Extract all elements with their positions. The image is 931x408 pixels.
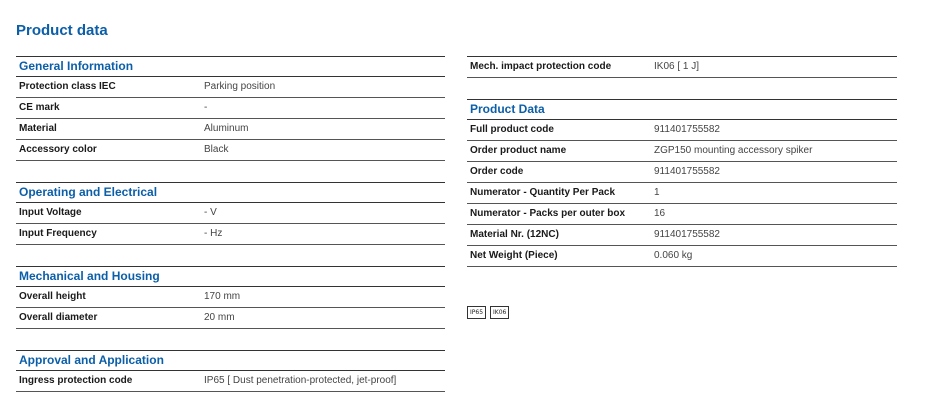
table-row [467,162,897,183]
ik06-badge-icon: IK06 [490,306,509,319]
row-value: - [204,102,208,113]
table-row [16,119,445,140]
section-mechanical-housing [16,266,445,329]
row-value: 0.060 kg [654,250,693,261]
row-label: Mech. impact protection code [470,61,612,72]
table-row [16,203,445,224]
table-row [16,287,445,308]
section-heading: Approval and Application [16,350,445,371]
row-value: 911401755582 [654,166,720,177]
row-label: Material [19,123,57,134]
left-column [16,56,445,392]
section-heading: Product Data [467,99,897,120]
right-column [467,56,897,267]
row-value: 911401755582 [654,124,720,135]
table-row [467,56,897,78]
row-value: 1 [654,187,660,198]
table-row [16,77,445,98]
section-heading: General Information [16,56,445,77]
certification-badges [467,306,509,319]
row-value: Parking position [204,81,276,92]
section-heading: Operating and Electrical [16,182,445,203]
table-row [467,183,897,204]
table-row [16,224,445,245]
row-value: 170 mm [204,291,241,302]
section-operating-electrical [16,182,445,245]
table-row [467,204,897,225]
row-label: Numerator - Quantity Per Pack [470,187,616,198]
row-label: Net Weight (Piece) [470,250,558,261]
row-label: Material Nr. (12NC) [470,229,559,240]
row-value: Aluminum [204,123,249,134]
table-row [467,246,897,267]
row-value: - V [204,207,217,218]
row-label: Accessory color [19,144,97,155]
table-row [16,371,445,392]
row-label: Input Frequency [19,228,97,239]
row-label: CE mark [19,102,60,113]
row-value: Black [204,144,229,155]
row-label: Full product code [470,124,554,135]
page-title: Product data [16,22,108,39]
row-label: Order product name [470,145,567,156]
row-label: Order code [470,166,524,177]
section-general-information [16,56,445,161]
row-label: Protection class IEC [19,81,116,92]
ip65-badge-icon: IP65 [467,306,486,319]
row-value: - Hz [204,228,223,239]
row-value: IK06 [ 1 J] [654,61,700,72]
row-value: 911401755582 [654,229,720,240]
section-heading: Mechanical and Housing [16,266,445,287]
table-row [16,308,445,329]
row-label: Numerator - Packs per outer box [470,208,626,219]
row-value: 16 [654,208,666,219]
table-row [16,98,445,119]
section-approval-application [16,350,445,392]
table-row [467,120,897,141]
section-mech-impact [467,56,897,78]
row-label: Input Voltage [19,207,82,218]
section-product-data [467,99,897,267]
row-label: Overall diameter [19,312,98,323]
row-label: Ingress protection code [19,375,133,386]
table-row [467,141,897,162]
row-value: 20 mm [204,312,235,323]
table-row [467,225,897,246]
row-value: IP65 [ Dust penetration-protected, jet-proof] [204,375,397,386]
table-row [16,140,445,161]
row-label: Overall height [19,291,86,302]
row-value: ZGP150 mounting accessory spiker [654,145,813,156]
